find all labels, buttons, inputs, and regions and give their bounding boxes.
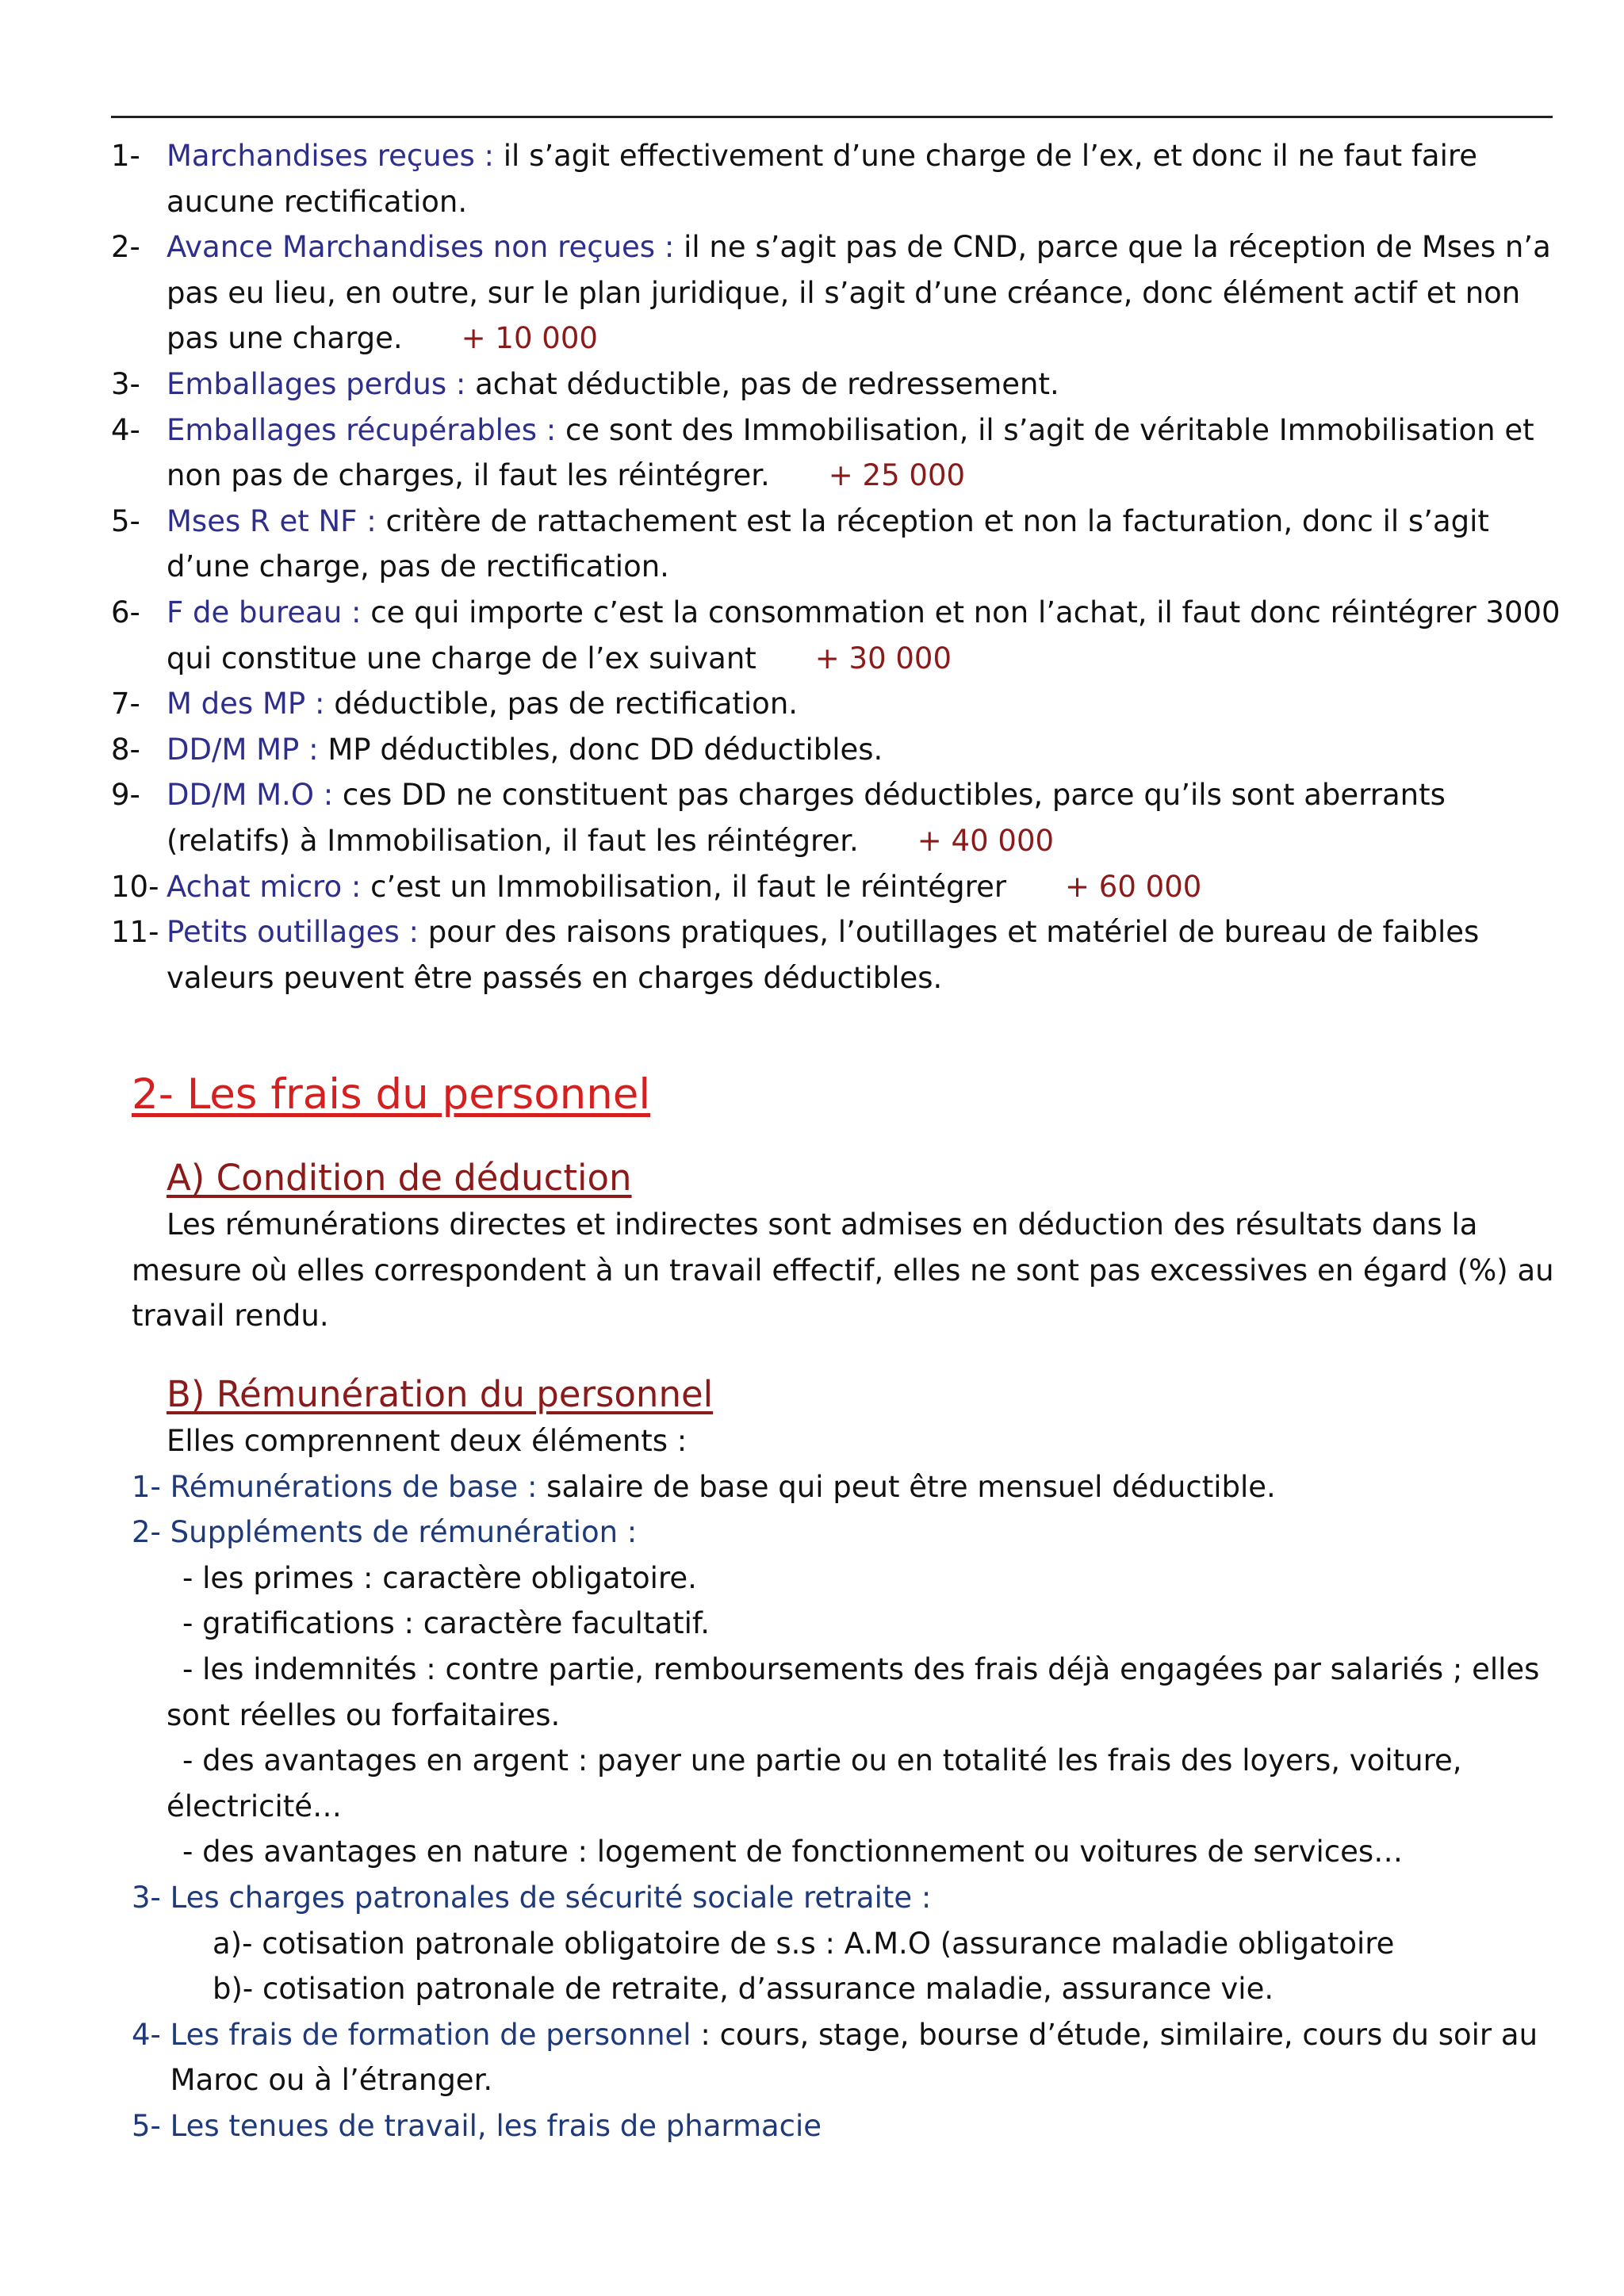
item-text: pour des raisons pratiques, l’outillages et matériel de bureau de faibles valeurs peuvent être passés en charges déductibles. — [167, 915, 1480, 995]
dash-item-avantages-argent: - des avantages en argent : payer une partie ou en totalité les frais des loyers, voiture, électricité… — [167, 1743, 1462, 1823]
list-item — [111, 362, 1562, 408]
dash-item-primes: - les primes : caractère obligatoire. — [182, 1560, 697, 1595]
item-number: 2- — [111, 230, 140, 265]
amount-gap — [756, 641, 815, 675]
item-label: Emballages perdus : — [167, 366, 466, 401]
item-body — [167, 224, 1562, 362]
item-text: salaire de base qui peut être mensuel déductible. — [537, 1469, 1276, 1504]
item-label: Achat micro : — [167, 869, 362, 904]
item-text: : cours, stage, bourse d’étude, similaire, cours du soir au Maroc ou à l’étranger. — [170, 2017, 1538, 2098]
item-text: achat déductible, pas de redressement. — [465, 366, 1059, 401]
item-number: 10- — [111, 869, 159, 904]
item-number: 11- — [111, 915, 159, 950]
item-body — [167, 590, 1562, 681]
item-number: 2- — [132, 1515, 170, 1550]
item-text: critère de rattachement est la réception et non la facturation, donc il s’agit d’une charge, pas de rectification. — [167, 503, 1489, 584]
reintegration-amount: + 30 000 — [814, 641, 952, 675]
subsection-b-title: B) Rémunération du personnel — [167, 1373, 714, 1416]
item-label: Marchandises reçues : — [167, 139, 494, 173]
item-text: c’est un Immobilisation, il faut le réintégrer — [361, 869, 1007, 904]
remuneration-item-1 — [132, 1464, 1562, 1510]
item-label: Les charges patronales de sécurité sociale retraite : — [170, 1881, 932, 1915]
list-item — [111, 909, 1562, 1001]
item-body — [167, 772, 1562, 863]
sub-item-b: b)- cotisation patronale de retraite, d’assurance maladie, assurance vie. — [213, 1972, 1274, 2007]
list-item — [111, 133, 1562, 224]
list-item — [111, 499, 1562, 590]
item-number: 7- — [111, 687, 140, 721]
item-number: 5- — [132, 2108, 170, 2143]
remuneration-item-4 — [132, 2012, 1562, 2103]
list-item — [111, 224, 1562, 362]
dash-item-avantages-nature: - des avantages en nature : logement de fonctionnement ou voitures de services… — [182, 1835, 1404, 1869]
item-label: DD/M M.O : — [167, 778, 334, 813]
item-label: Les tenues de travail, les frais de pharmacie — [170, 2108, 822, 2143]
item-label: Mses R et NF : — [167, 503, 377, 538]
item-body — [167, 909, 1562, 1001]
item-number: 3- — [132, 1881, 170, 1915]
reintegration-amount: + 40 000 — [917, 823, 1055, 858]
item-body — [167, 681, 1562, 727]
content — [111, 133, 1562, 2149]
section-title: 2- Les frais du personnel — [132, 1070, 651, 1119]
item-number: 1- — [111, 139, 140, 173]
item-label: DD/M MP : — [167, 732, 319, 767]
item-text: ce qui importe c’est la consommation et non l’achat, il faut donc réintégrer 3000 qui constitue une charge de l’ex suivant — [167, 595, 1561, 675]
amount-gap — [859, 824, 917, 858]
item-label: Emballages récupérables : — [167, 412, 557, 447]
item-label: Suppléments de rémunération : — [170, 1515, 638, 1550]
top-rule — [111, 116, 1553, 118]
item-number: 4- — [132, 2017, 170, 2052]
list-item — [111, 408, 1562, 499]
list-item — [111, 727, 1562, 773]
item-label: F de bureau : — [167, 595, 362, 629]
amount-gap — [1006, 870, 1065, 904]
item-text: il ne s’agit pas de CND, parce que la réception de Mses n’a pas eu lieu, en outre, sur le plan juridique, il s’agit d’une créance, donc élément actif et non pas une charge. — [167, 230, 1551, 356]
item-text: ce sont des Immobilisation, il s’agit de véritable Immobilisation et non pas de charges, il faut les réintégrer. — [167, 412, 1534, 493]
item-number: 6- — [111, 595, 140, 629]
item-body — [167, 362, 1562, 408]
amount-gap — [770, 458, 829, 492]
rectification-list — [111, 133, 1562, 1001]
item-body — [167, 499, 1562, 590]
remuneration-item-3 — [132, 1875, 1562, 1921]
item-label: Petits outillages : — [167, 915, 419, 950]
remuneration-item-2 — [132, 1510, 1562, 1556]
reintegration-amount: + 25 000 — [828, 458, 966, 493]
reintegration-amount: + 60 000 — [1065, 869, 1202, 904]
item-text: déductible, pas de rectification. — [324, 687, 799, 721]
dash-item-indemnites: - les indemnités : contre partie, remboursements des frais déjà engagées par salariés ; elles sont réelles ou forfaitaires. — [167, 1652, 1540, 1732]
subsection-a-text: Les rémunérations directes et indirectes sont admises en déduction des résultats dans la mesure où elles correspondent à un travail effectif, elles ne sont pas excessives en égard (%) au travail rendu. — [132, 1207, 1554, 1334]
item-number: 5- — [111, 503, 140, 538]
subsection-b-intro: Elles comprennent deux éléments : — [167, 1424, 688, 1459]
item-number: 8- — [111, 732, 140, 767]
list-item — [111, 864, 1562, 910]
amount-gap — [403, 321, 462, 355]
item-label: Rémunérations de base : — [170, 1469, 538, 1504]
item-body — [167, 864, 1562, 910]
item-number: 1- — [132, 1469, 170, 1504]
item-number: 3- — [111, 366, 140, 401]
list-item — [111, 590, 1562, 681]
item-body — [167, 408, 1562, 499]
item-label: Avance Marchandises non reçues : — [167, 230, 675, 265]
dash-item-gratifications: - gratifications : caractère facultatif. — [182, 1606, 710, 1641]
item-text: ces DD ne constituent pas charges déductibles, parce qu’ils sont aberrants (relatifs) à Immobilisation, il faut les réintégrer. — [167, 778, 1446, 858]
list-item — [111, 772, 1562, 863]
item-body — [167, 133, 1562, 224]
remuneration-item-5 — [132, 2103, 1562, 2149]
item-label: Les frais de formation de personnel — [170, 2017, 691, 2052]
sub-item-a: a)- cotisation patronale obligatoire de s.s : A.M.O (assurance maladie obligatoire — [213, 1926, 1395, 1961]
item-body — [167, 727, 1562, 773]
list-item — [111, 681, 1562, 727]
subsection-a-title: A) Condition de déduction — [167, 1157, 632, 1200]
item-number: 9- — [111, 778, 140, 813]
item-number: 4- — [111, 412, 140, 447]
item-label: M des MP : — [167, 687, 325, 721]
item-text: il s’agit effectivement d’une charge de l’ex, et donc il ne faut faire aucune rectification. — [167, 139, 1478, 219]
reintegration-amount: + 10 000 — [461, 321, 598, 356]
item-text: MP déductibles, donc DD déductibles. — [318, 732, 883, 767]
